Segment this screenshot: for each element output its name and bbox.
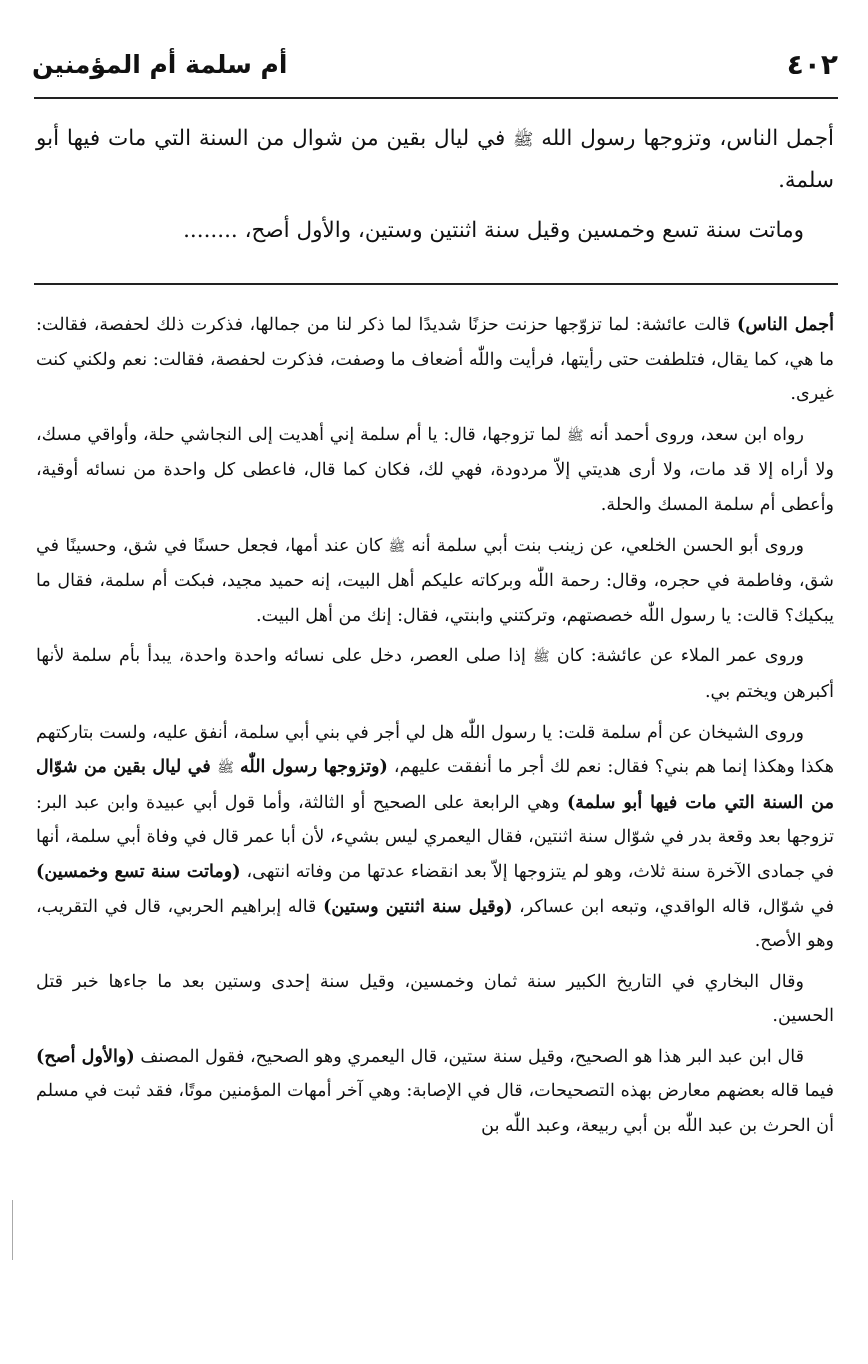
page-number: ٤٠٢: [786, 47, 838, 81]
running-title: أم سلمة أم المؤمنين: [32, 49, 288, 79]
commentary-paragraph: [36, 716, 834, 959]
margin-line: [12, 1200, 13, 1260]
salutation-glyph: ﷺ: [388, 538, 406, 555]
commentary-span: قالت عائشة: لما تزوّجها حزنت حزنًا شديدًا لما ذكر لنا من جمالها، فذكرت ذلك لحفصة، فقالت: ما هي، كما يقال، فتلطفت حتى رأيتها، فرأيت واللّٰه أضعاف ما وصفت، فذكرت لحفصة، فقالت: نعم ولكني كنت غيرى.: [36, 315, 834, 405]
header-divider: [34, 97, 838, 99]
page-header: [32, 44, 838, 84]
commentary-span: لما تزوجها، قال: يا أم سلمة إني أهديت إلى النجاشي حلة، وأواقي مسك، ولا أراه إلا قد مات، ولا أرى هديتي إلاّ مردودة، فهي لك، فكان كما قال، فاعطى كل واحدة من نسائه أوقية، وأعطى أم سلمة المسك والحلة.: [36, 424, 834, 515]
commentary-divider: [34, 283, 838, 285]
salutation-glyph: ﷺ: [567, 427, 584, 444]
quoted-phrase: (وقيل سنة اثنتين وستين): [323, 895, 513, 917]
commentary-span: وروى الشيخان عن أم سلمة قلت: يا رسول اللّٰه هل لي أجر في بني أبي سلمة، أنفق عليه، ولست بتاركتهم هكذا وهكذا إنما هم بني؟ فقال: نعم لك أجر ما أنفقت عليهم،: [36, 722, 834, 778]
quoted-phrase: في ليال بقين من شوّال من السنة التي مات فيها أبو سلمة): [36, 756, 835, 813]
commentary-span: فيما قاله بعضهم معارض بهذه التصحيحات، قال في الإصابة: وهي آخر أمهات المؤمنين موتًا، فقد ثبت في مسلم أن الحرث بن عبد اللّٰه بن أبي ربيعة، وعبد اللّٰه بن: [36, 1081, 834, 1137]
commentary-span: وروى أبو الحسن الخلعي، عن زينب بنت أبي سلمة أنه: [411, 535, 805, 556]
commentary-span: قال ابن عبد البر هذا هو الصحيح، وقيل سنة ستين، قال اليعمري وهو الصحيح، فقول المصنف: [134, 1046, 804, 1067]
commentary-span: كان عند أمها، فجعل حسنًا في شق، وحسينًا في شق، وفاطمة في حجره، وقال: رحمة اللّٰه وبركاته عليكم أهل البيت، إنه حميد مجيد، فبكت أم سلمة، فقال ما يبكيك؟ قالت: يا رسول اللّٰه خصصتهم، وتركتني وابنتي، فقال: إنك من أهل البيت.: [36, 535, 834, 626]
main-text-paragraph: وماتت سنة تسع وخمسين وقيل سنة اثنتين وستين، والأول أصح، ........: [183, 218, 804, 243]
commentary-paragraph: وقال البخاري في التاريخ الكبير سنة ثمان وخمسين، وقيل سنة إحدى وستين بعد ما جاءها خبر قتل الحسين.: [36, 971, 834, 1027]
main-text-span: في ليال بقين من شوال من السنة التي مات فيها أبو سلمة.: [36, 126, 834, 193]
commentary-span: وهي الرابعة على الصحيح أو الثالثة، وأما قول أبي عبيدة وابن عبد البر: تزوجها بعد وقعة بدر في شوّال سنة اثنتين، فقال اليعمري ليس بشيء، لأن أبا عمر قال في وفاة أبي سلمة، أنها في جمادى الآخرة سنة ثلاث، وهو لم يتزوجها إلاّ بعد انقضاء عدتها من وفاته انتهى،: [36, 792, 835, 882]
commentary-span: قاله إبراهيم الحربي، قال في التقريب، وهو الأصح.: [36, 896, 834, 952]
commentary-paragraph: [36, 529, 834, 634]
quoted-phrase: (والأول أصح): [36, 1045, 135, 1067]
commentary-span: رواه ابن سعد، وروى أحمد أنه: [589, 424, 805, 445]
salutation-glyph: ﷺ: [533, 649, 550, 666]
main-text: [36, 118, 834, 252]
salutation-glyph: ﷺ: [513, 129, 534, 149]
quoted-phrase: (وماتت سنة تسع وخمسين): [36, 860, 241, 882]
commentary-span: وروى عمر الملاء عن عائشة: كان: [556, 646, 804, 667]
commentary: [36, 308, 834, 1150]
main-text-paragraph: [36, 118, 834, 202]
commentary-span: إذا صلى العصر، دخل على نسائه واحدة واحدة، يبدأ بأم سلمة لأنها أكبرهن ويختم بي.: [36, 646, 834, 702]
main-text-span: أجمل الناس، وتزوجها رسول الله: [541, 126, 834, 151]
commentary-paragraph: [36, 1040, 834, 1144]
quoted-phrase: أجمل الناس): [737, 314, 834, 335]
commentary-paragraph: [36, 418, 834, 523]
commentary-paragraph: [36, 639, 834, 709]
quoted-phrase: (وتزوجها رسول اللّٰه: [239, 756, 388, 778]
commentary-paragraph: [36, 308, 834, 412]
salutation-glyph: ﷺ: [217, 760, 234, 777]
commentary-span: في شوّال، قاله الواقدي، وتبعه ابن عساكر،: [512, 896, 835, 917]
